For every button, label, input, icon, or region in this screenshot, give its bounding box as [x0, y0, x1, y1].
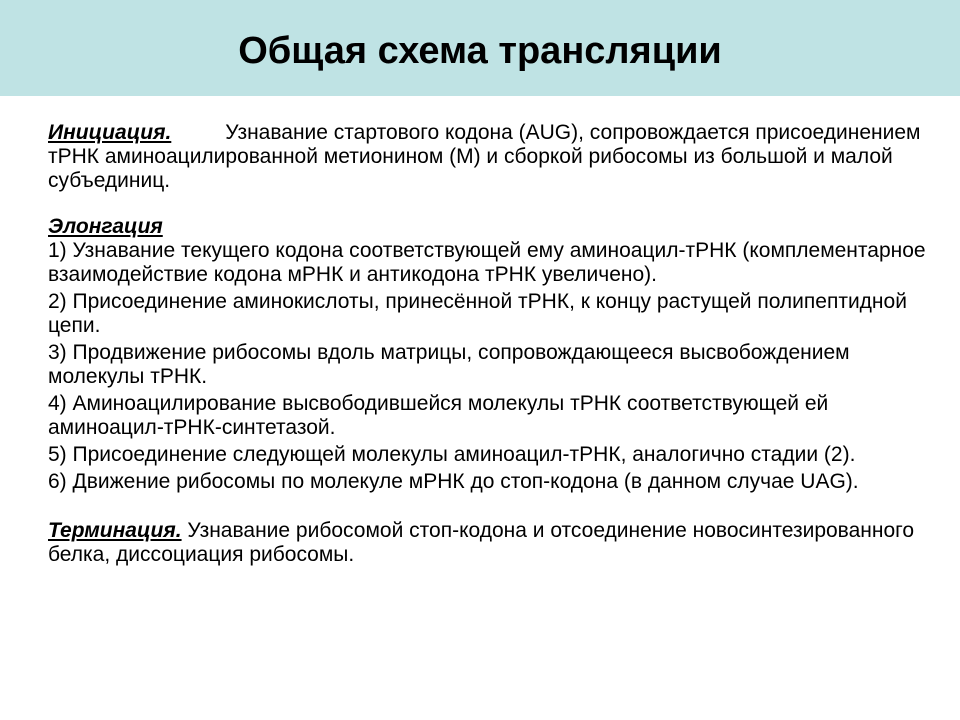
initiation-text: Узнавание стартового кодона (AUG), сопровождается присоединением тРНК аминоацилированной метионином (М) и сборкой рибосомы из большой и малой субъединиц. [48, 121, 921, 192]
termination-paragraph [48, 519, 948, 567]
elongation-step: 6) Движение рибосомы по молекуле мРНК до стоп-кодона (в данном случае UAG). [48, 470, 859, 493]
elongation-step: 4) Аминоацилирование высвободившейся молекулы тРНК соответствующей ей аминоацил-тРНК-синтетазой. [48, 392, 829, 439]
initiation-heading: Инициация. [48, 121, 172, 144]
spacer [48, 497, 948, 519]
title-bar [0, 0, 960, 96]
elongation-step: 3) Продвижение рибосомы вдоль матрицы, сопровождающееся высвобождением молекулы тРНК. [48, 341, 850, 388]
elongation-steps-list [48, 239, 948, 494]
termination-heading: Терминация. [48, 519, 182, 542]
termination-text: Узнавание рибосомой стоп-кодона и отсоединение новосинтезированного белка, диссоциация рибосомы. [48, 519, 915, 566]
elongation-step: 1) Узнавание текущего кодона соответствующей ему аминоацил-тРНК (комплементарное взаимодействие кодона мРНК и антикодона тРНК увеличено). [48, 239, 926, 286]
initiation-paragraph [48, 121, 948, 193]
slide-title: Общая схема трансляции [238, 30, 722, 72]
spacer [48, 193, 948, 215]
elongation-heading: Элонгация [48, 215, 163, 238]
slide-body [48, 121, 948, 567]
elongation-heading-line [48, 215, 948, 239]
elongation-step: 5) Присоединение следующей молекулы аминоацил-тРНК, аналогично стадии (2). [48, 443, 856, 466]
elongation-step: 2) Присоединение аминокислоты, принесённой тРНК, к концу растущей полипептидной цепи. [48, 290, 907, 337]
